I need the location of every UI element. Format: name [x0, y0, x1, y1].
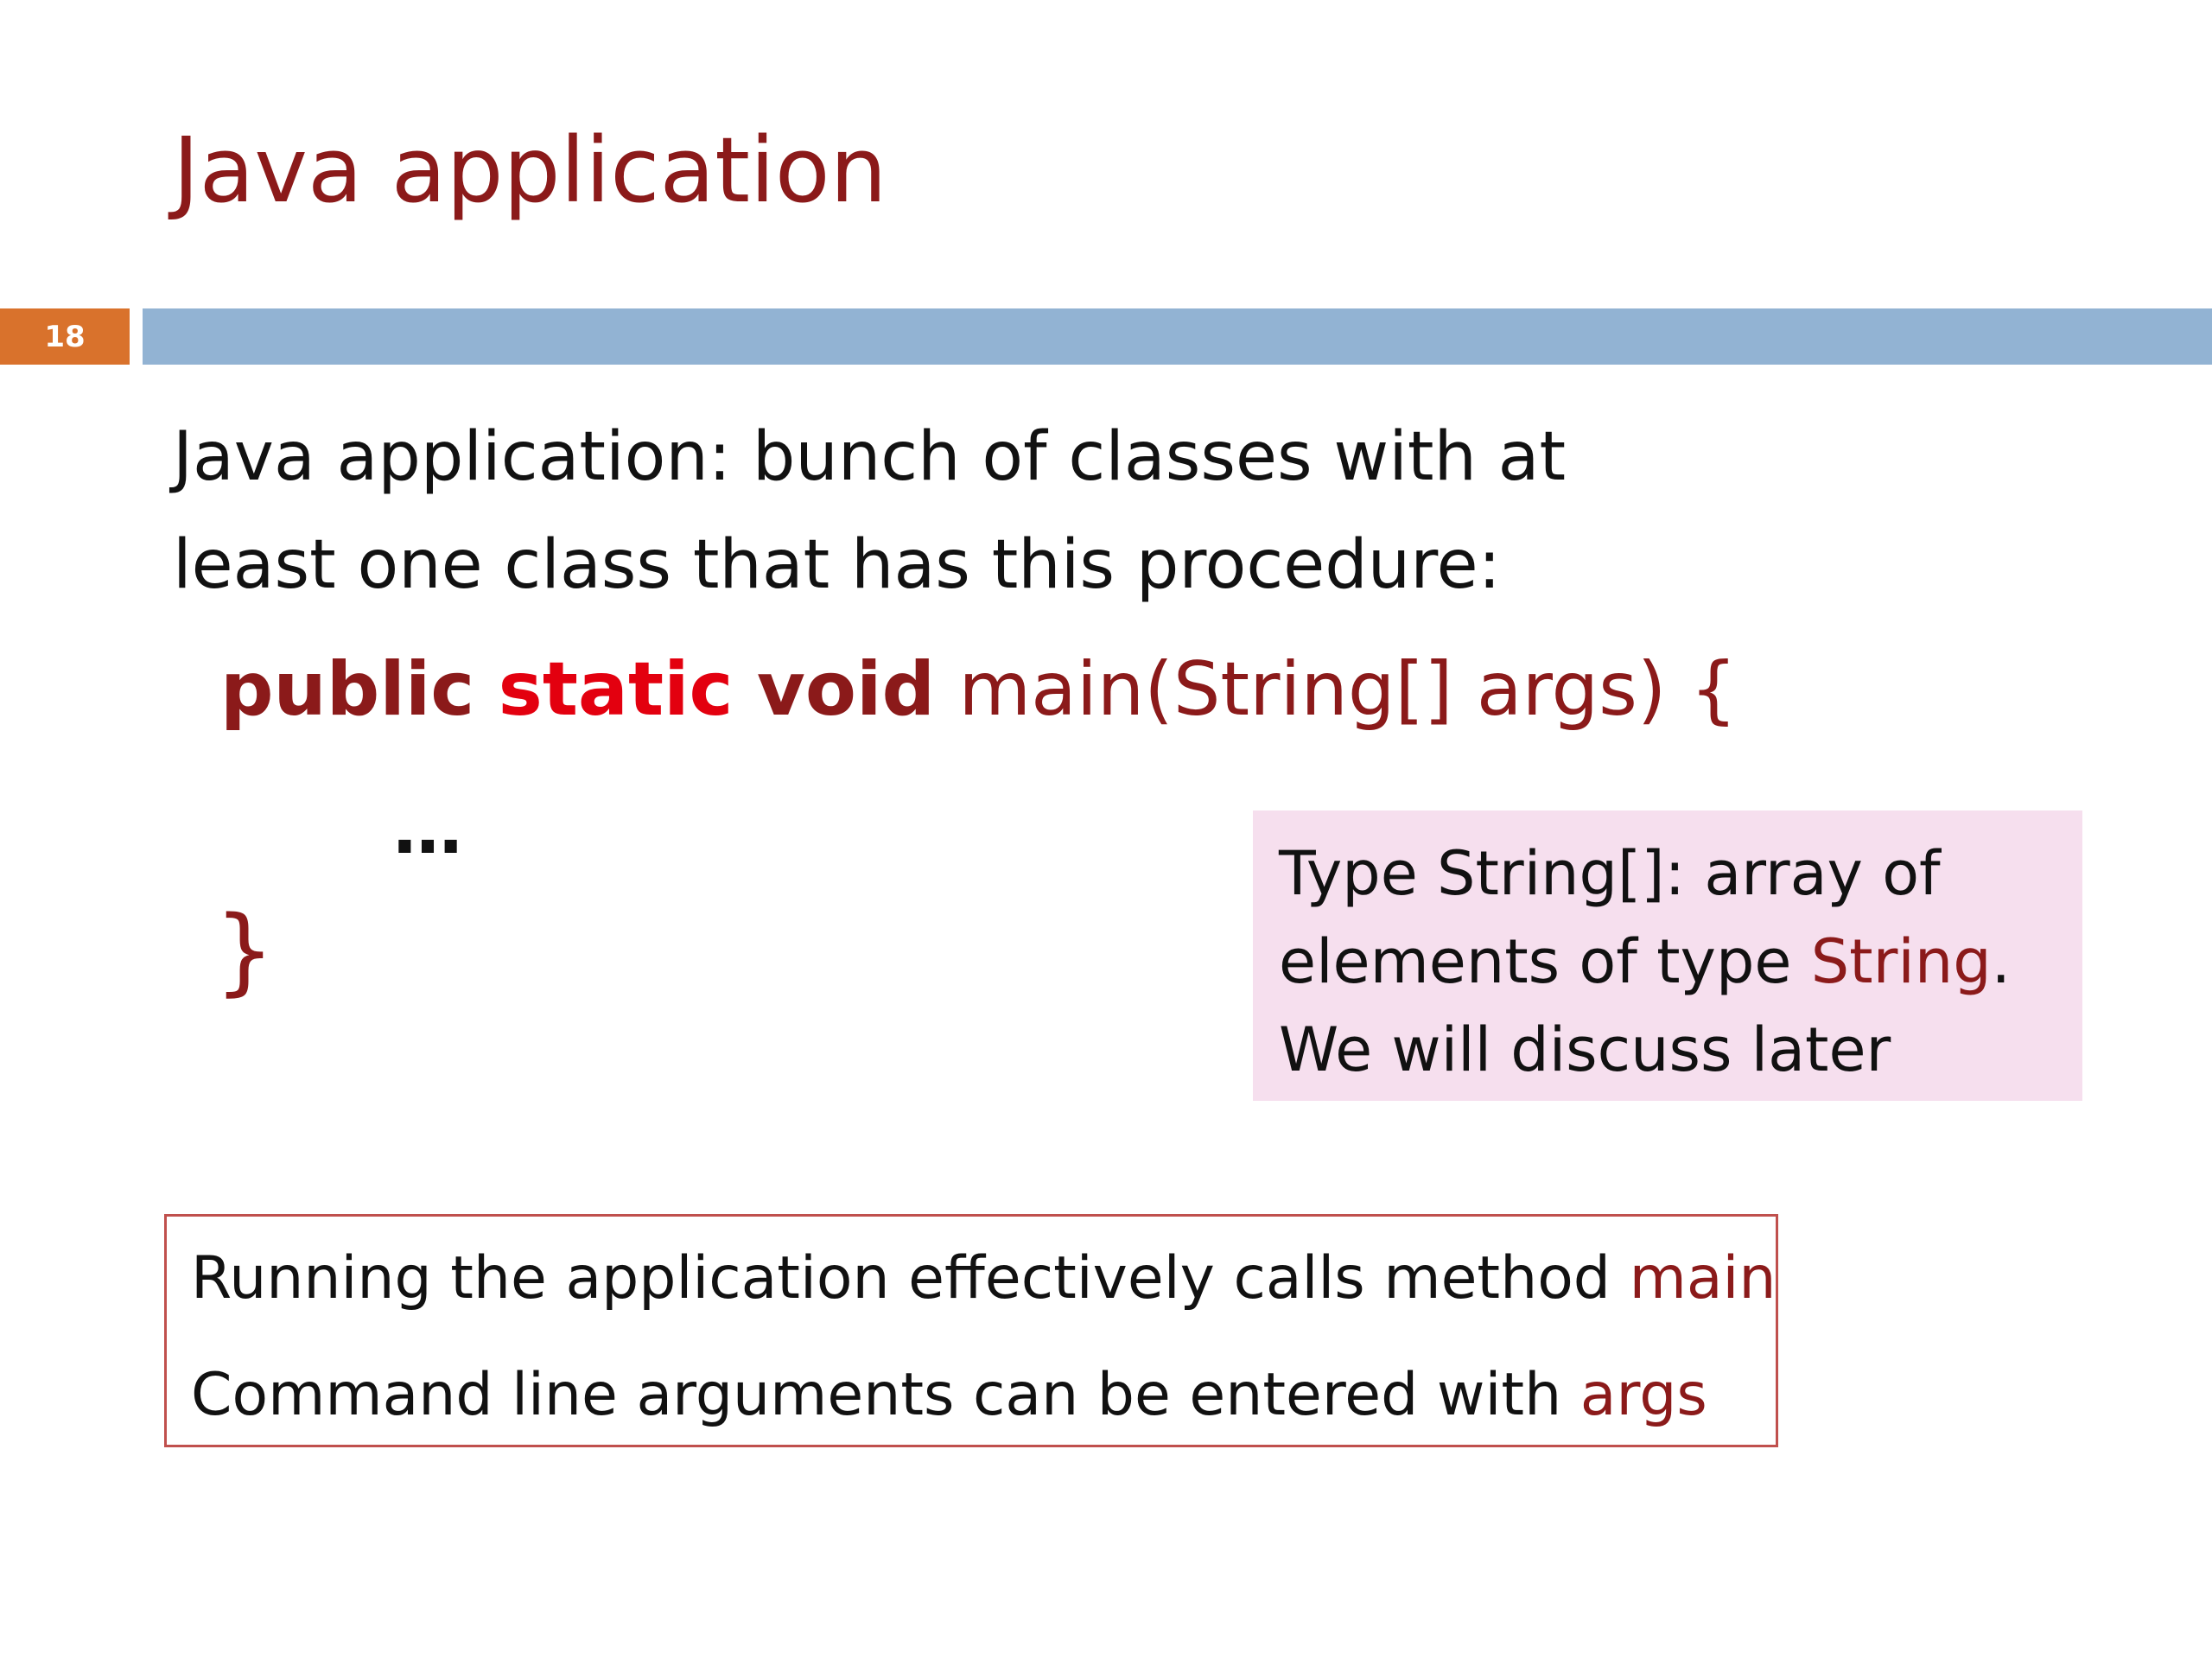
- note-line-2-prefix: elements of type: [1279, 926, 1811, 997]
- type-note-box: [1253, 810, 2082, 1101]
- slide-number-badge: 18: [0, 308, 130, 365]
- intro-text-line-1: Java application: bunch of classes with at: [173, 418, 1567, 496]
- summary-args-highlight: args: [1580, 1361, 1707, 1429]
- keyword-public: public: [220, 646, 475, 733]
- intro-text-line-2: least one class that has this procedure:: [173, 526, 1501, 604]
- main-method-signature: [220, 646, 1738, 733]
- summary-box: [164, 1214, 1778, 1447]
- note-line-2: [1279, 918, 2056, 1006]
- method-signature: main(String[] args): [958, 646, 1667, 733]
- summary-line-1-prefix: Running the application effectively calls method: [191, 1244, 1630, 1313]
- note-string-highlight: String: [1810, 926, 1992, 997]
- keyword-static: static: [498, 646, 734, 733]
- header-divider-bar: [143, 308, 2212, 365]
- note-line-3: We will discuss later: [1279, 1014, 1891, 1085]
- keyword-void: void: [756, 646, 936, 733]
- summary-line-2: [191, 1361, 1707, 1429]
- summary-main-highlight: main: [1629, 1244, 1777, 1313]
- summary-line-1: [191, 1244, 1777, 1313]
- note-line-2-suffix: .: [1991, 926, 2011, 997]
- note-line-1: Type String[]: array of: [1279, 838, 1941, 909]
- slide-title: Java application: [173, 118, 887, 223]
- close-brace: }: [214, 895, 275, 1006]
- open-brace: {: [1689, 646, 1738, 733]
- summary-line-2-prefix: Command line arguments can be entered with: [191, 1361, 1580, 1429]
- code-ellipsis: …: [393, 789, 467, 869]
